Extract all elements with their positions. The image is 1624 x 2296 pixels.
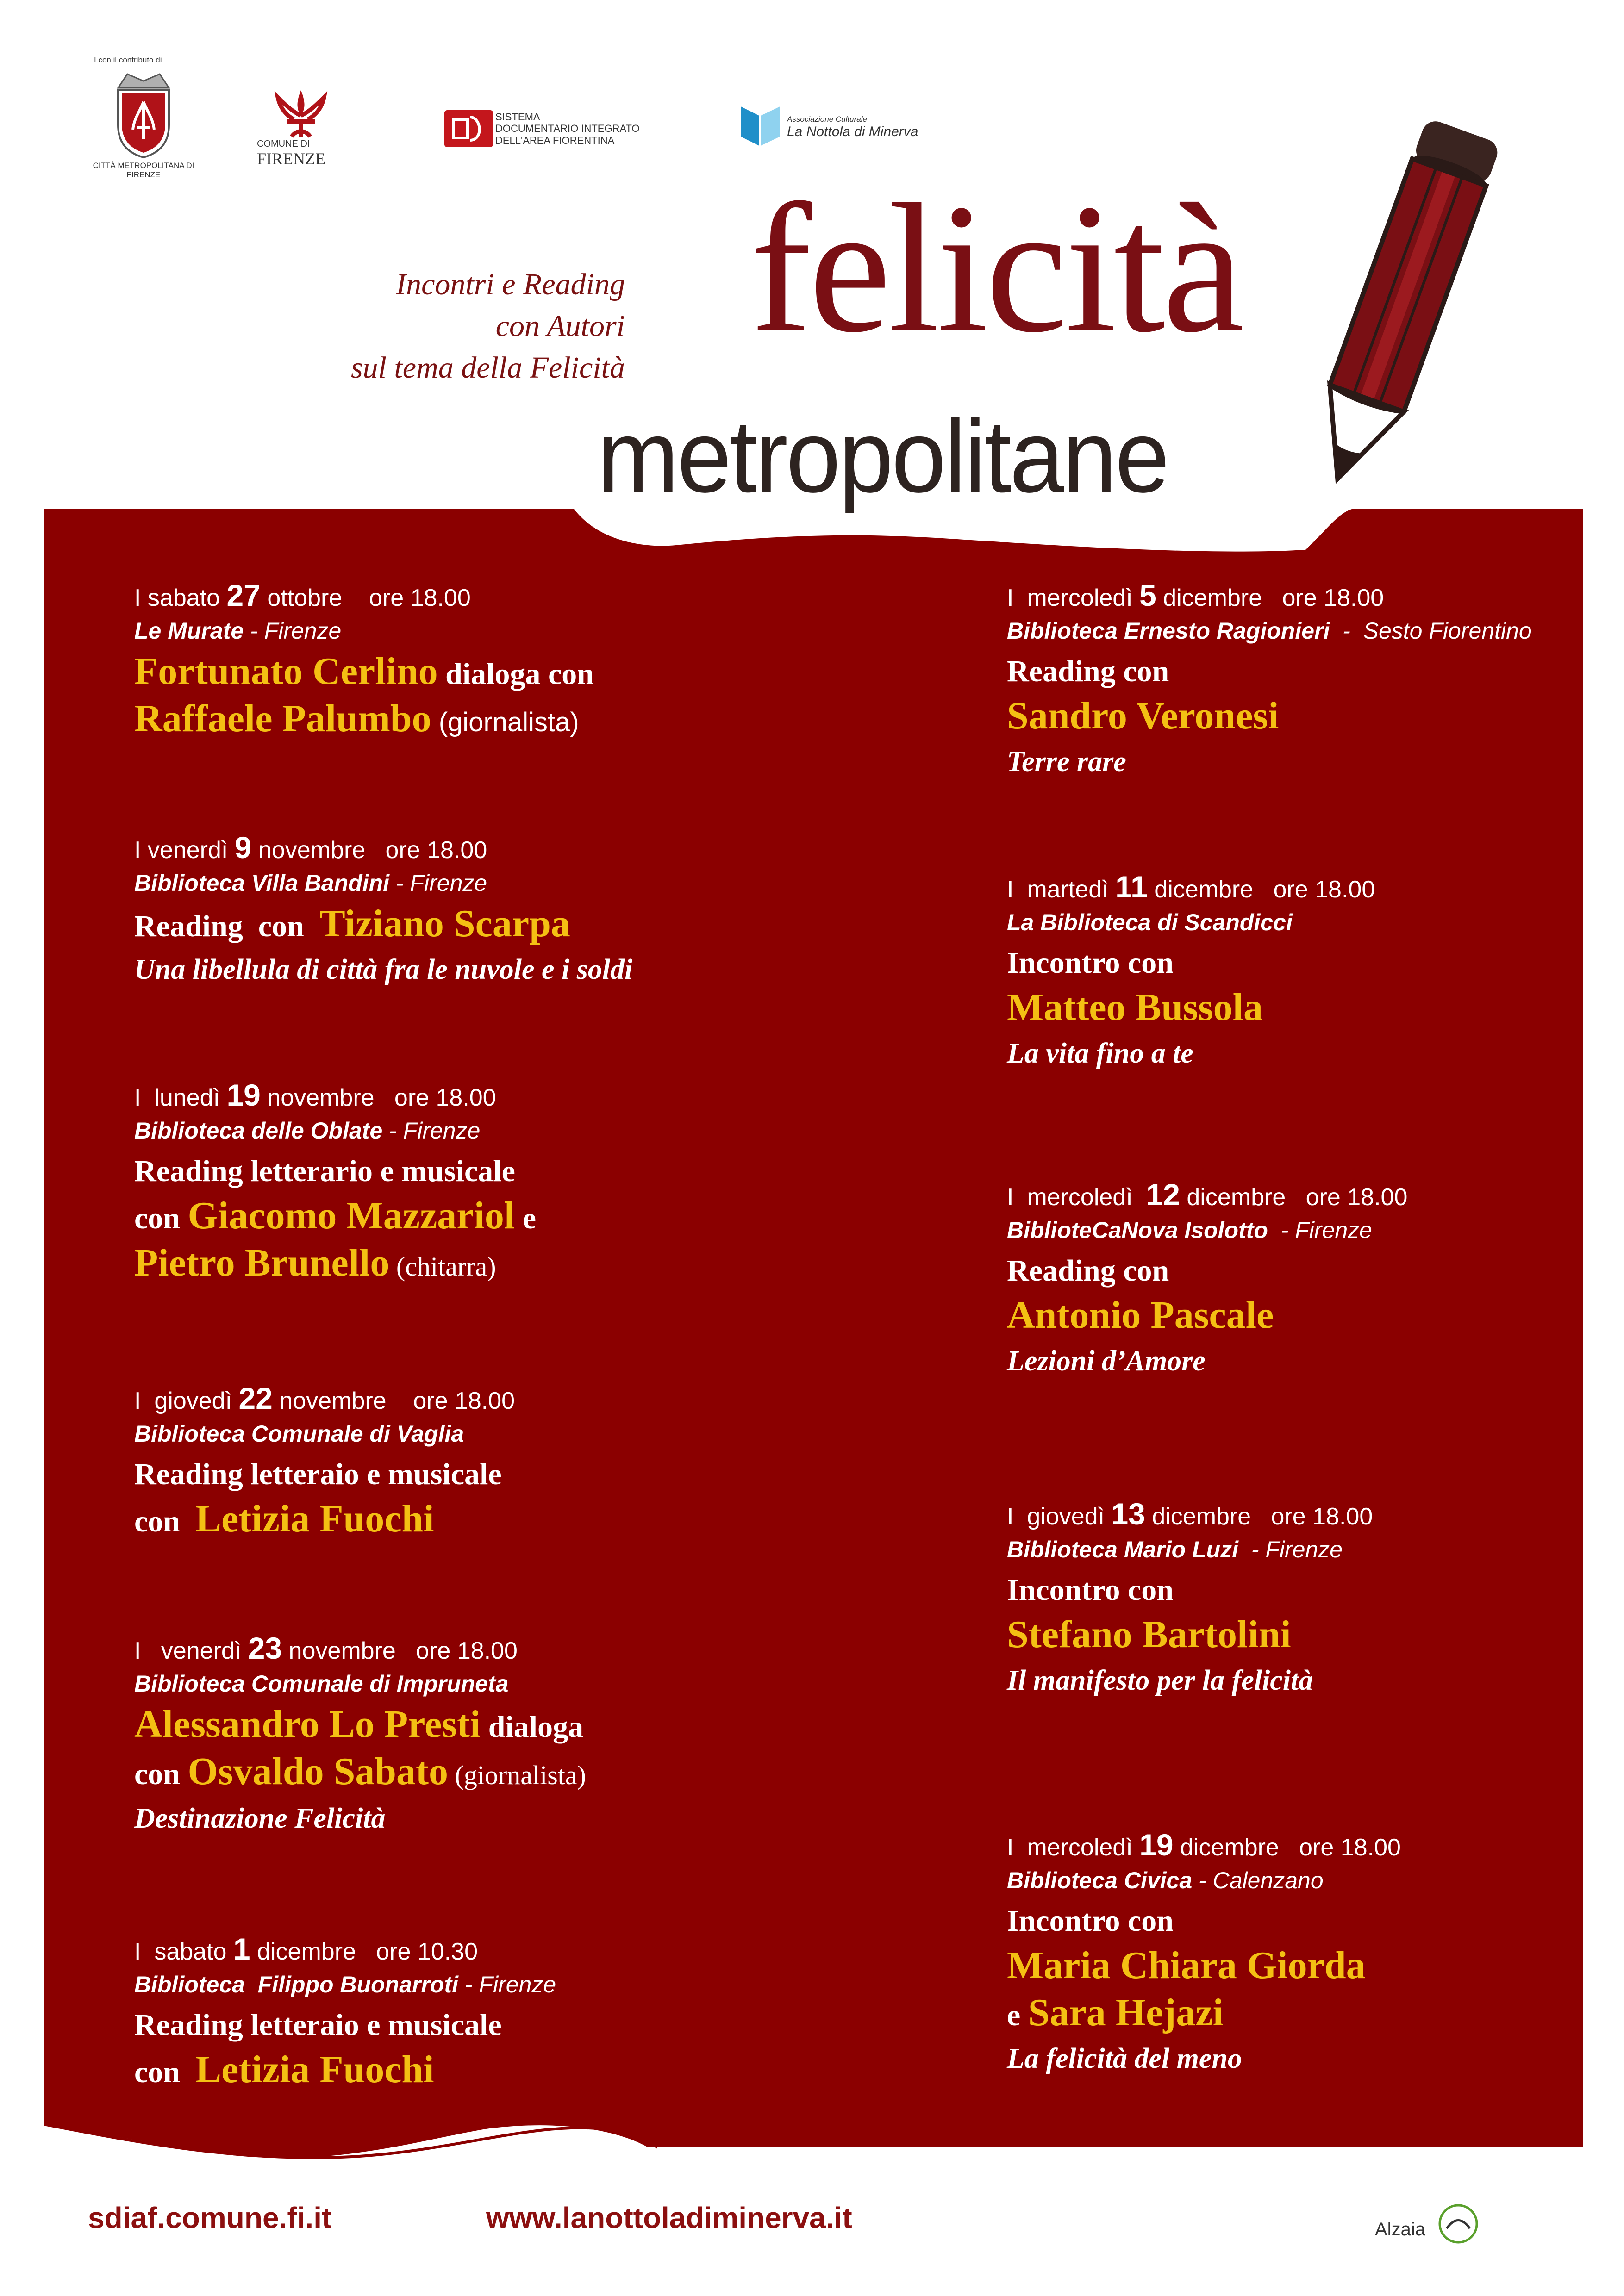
event-date-pre: I venerdì <box>134 1637 248 1664</box>
event-date-pre: I mercoledì <box>1007 1834 1140 1861</box>
event-text: Reading letteraio e musicale <box>134 2008 502 2042</box>
author-name: Sara Hejazi <box>1028 1991 1224 2034</box>
event-description-line <box>134 649 594 697</box>
event-date <box>1007 1830 1401 1862</box>
event-date-post: dicembre ore 18.00 <box>1156 585 1384 611</box>
event-date <box>1007 1497 1373 1531</box>
author-name: Fortunato Cerlino <box>134 650 438 693</box>
event-date-pre: I mercoledì <box>1007 585 1140 611</box>
title-main: felicità <box>750 166 1242 371</box>
event-right-5 <box>1007 1830 1401 2079</box>
event-venue-town: - Firenze <box>458 1972 556 1997</box>
event-description-line <box>1007 1249 1407 1293</box>
event-text: Reading con <box>1007 1254 1169 1288</box>
event-date <box>134 830 632 865</box>
event-date-pre: I venerdì <box>134 837 235 864</box>
event-text: (giornalista) <box>448 1760 586 1790</box>
event-venue-town: - Calenzano <box>1192 1867 1324 1893</box>
event-right-4 <box>1007 1497 1373 1701</box>
event-description-line <box>134 1241 536 1289</box>
event-description-line <box>1007 1899 1401 1943</box>
event-description-line <box>134 1452 515 1497</box>
author-name: Giacomo Mazzariol <box>187 1194 515 1237</box>
event-date-day: 19 <box>226 1078 261 1112</box>
author-name: Osvaldo Sabato <box>187 1750 448 1793</box>
event-date-pre: I lunedì <box>134 1084 227 1111</box>
alzaia-logo-icon <box>1437 2203 1479 2245</box>
sdiaf-caption: SISTEMA DOCUMENTARIO INTEGRATO DELL'AREA FIORENTINA <box>495 111 640 146</box>
book-title: Destinazione Felicità <box>134 1803 386 1834</box>
event-date-day: 27 <box>226 578 261 612</box>
event-text: con <box>134 1201 188 1235</box>
event-description-line <box>1007 1991 1401 2038</box>
event-venue-name: Le Murate <box>134 618 244 644</box>
event-text: (chitarra) <box>389 1251 496 1282</box>
event-venue <box>1007 1212 1407 1249</box>
event-description-line <box>1007 1293 1407 1340</box>
event-text: Incontro con <box>1007 1904 1174 1938</box>
event-venue <box>134 865 632 902</box>
event-date-day: 9 <box>234 830 252 865</box>
event-date-pre: I giovedì <box>1007 1503 1112 1530</box>
event-venue <box>134 612 594 649</box>
event-text: Reading con <box>134 909 319 943</box>
event-date-post: novembre ore 18.00 <box>251 837 487 864</box>
event-left-3 <box>134 1078 537 1289</box>
author-name: Alessandro Lo Presti <box>134 1703 481 1746</box>
event-date-post: dicembre ore 10.30 <box>250 1938 478 1965</box>
event-description-line <box>134 1149 536 1194</box>
event-text: Reading letterario e musicale <box>134 1154 515 1188</box>
event-text: e <box>515 1201 537 1235</box>
event-venue-name: Biblioteca Ernesto Ragionieri <box>1007 618 1330 644</box>
event-venue-name: Biblioteca Comunale di Impruneta <box>134 1671 509 1697</box>
event-venue <box>1007 1862 1401 1899</box>
event-text: Reading con <box>1007 654 1169 688</box>
event-description-line <box>1007 1612 1373 1660</box>
event-text: con <box>134 1505 195 1538</box>
nottola-link[interactable]: www.lanottoladiminerva.it <box>486 2201 852 2234</box>
event-venue-name: La Biblioteca di Scandicci <box>1007 909 1293 935</box>
event-venue-town: - Firenze <box>382 1118 481 1144</box>
event-description-line <box>134 697 594 745</box>
event-text: (giornalista) <box>431 707 579 737</box>
event-venue <box>134 1112 536 1149</box>
event-date-day: 22 <box>238 1381 273 1415</box>
event-description-line <box>1007 941 1375 985</box>
event-text: con <box>134 1757 188 1791</box>
event-text: e <box>1007 1998 1028 2032</box>
event-venue-name: Biblioteca Comunale di Vaglia <box>134 1421 464 1447</box>
event-description-line <box>1007 985 1375 1033</box>
event-description-line <box>134 2003 556 2047</box>
book-title: Una libellula di città fra le nuvole e i soldi <box>134 954 633 985</box>
event-description-line <box>1007 694 1532 741</box>
event-text: dialoga con <box>437 657 594 691</box>
event-text: con <box>134 2055 195 2089</box>
event-date <box>134 1078 536 1112</box>
event-date-day: 1 <box>233 1932 250 1966</box>
event-date-day: 5 <box>1139 578 1156 612</box>
event-date <box>134 1381 515 1415</box>
event-left-1 <box>134 578 594 745</box>
sdiaf-link[interactable]: sdiaf.comune.fi.it <box>88 2201 332 2234</box>
event-date-post: novembre ore 18.00 <box>272 1388 515 1414</box>
author-name: Matteo Bussola <box>1007 986 1263 1029</box>
event-venue-town: - Sesto Fiorentino <box>1330 618 1532 644</box>
event-venue-name: Biblioteca Filippo Buonarroti <box>134 1972 458 1997</box>
author-name: Raffaele Palumbo <box>134 697 431 740</box>
event-left-2 <box>134 830 633 990</box>
event-venue-town: - Firenze <box>1268 1217 1372 1243</box>
event-venue-name: Biblioteca delle Oblate <box>134 1118 383 1144</box>
book-title: Terre rare <box>1007 746 1126 778</box>
event-right-3 <box>1007 1177 1408 1382</box>
event-date-day: 13 <box>1111 1497 1145 1531</box>
event-date-pre: I sabato <box>134 585 227 611</box>
author-name: Antonio Pascale <box>1007 1294 1274 1337</box>
book-title: La felicità del meno <box>1007 2043 1242 2074</box>
event-date <box>134 1932 556 1966</box>
nottola-minerva-caption: Associazione Culturale La Nottola di Minerva <box>787 115 918 139</box>
event-description-line <box>1007 649 1532 694</box>
event-description-line <box>1007 1568 1373 1612</box>
event-date-post: novembre ore 18.00 <box>282 1637 518 1664</box>
event-date <box>134 578 594 612</box>
author-name: Sandro Veronesi <box>1007 694 1279 737</box>
citta-metropolitana-caption: CITTÀ METROPOLITANA DI FIRENZE <box>93 161 194 179</box>
event-description-line <box>134 902 632 949</box>
event-description-line <box>1007 1943 1401 1991</box>
event-venue-town: - Firenze <box>389 870 487 896</box>
event-venue <box>1007 904 1375 941</box>
event-left-6 <box>134 1932 556 2095</box>
event-date <box>1007 872 1375 904</box>
event-venue-name: Biblioteca Civica <box>1007 1867 1193 1893</box>
event-date-post: dicembre ore 18.00 <box>1145 1503 1373 1530</box>
event-date <box>1007 578 1532 612</box>
event-date-post: dicembre ore 18.00 <box>1180 1184 1408 1211</box>
event-description-line <box>134 1194 536 1241</box>
title-sub: metropolitane <box>597 398 1168 514</box>
book-title: Lezioni d’Amore <box>1007 1345 1206 1377</box>
event-text: Incontro con <box>1007 1573 1174 1607</box>
author-name: Pietro Brunello <box>134 1241 390 1284</box>
pencil-icon <box>1287 104 1505 507</box>
event-date-post: dicembre ore 18.00 <box>1147 876 1375 903</box>
event-date-day: 12 <box>1146 1177 1180 1212</box>
event-date-day: 11 <box>1115 870 1148 904</box>
event-venue-name: Biblioteca Mario Luzi <box>1007 1537 1239 1562</box>
author-name: Maria Chiara Giorda <box>1007 1944 1366 1987</box>
author-name: Letizia Fuochi <box>195 1497 434 1540</box>
event-date-pre: I sabato <box>134 1938 233 1965</box>
event-text: Reading letteraio e musicale <box>134 1457 502 1491</box>
event-date <box>134 1631 586 1665</box>
event-date-post: ottobre ore 18.00 <box>260 585 471 611</box>
event-venue-town: - Firenze <box>244 618 342 644</box>
event-venue <box>134 1966 556 2003</box>
event-date-post: dicembre ore 18.00 <box>1173 1834 1401 1861</box>
event-venue-name: Biblioteca Villa Bandini <box>134 870 390 896</box>
event-right-2 <box>1007 872 1375 1074</box>
event-date-pre: I giovedì <box>134 1388 239 1414</box>
event-venue-name: BiblioteCaNova Isolotto <box>1007 1217 1268 1243</box>
event-description-line <box>134 1497 515 1544</box>
comune-firenze-caption: COMUNE DI FIRENZE <box>257 139 325 168</box>
event-text: dialoga <box>481 1710 584 1744</box>
event-left-5 <box>134 1631 586 1839</box>
event-right-1 <box>1007 578 1532 783</box>
alzaia-logo-label: Alzaia <box>1375 2219 1425 2240</box>
subtitle: Incontri e Reading con Autori sul tema della Felicità <box>350 268 625 385</box>
event-venue <box>134 1415 515 1452</box>
author-name: Tiziano Scarpa <box>319 902 570 945</box>
contributo-label: I con il contributo di <box>94 56 162 64</box>
event-date-day: 23 <box>248 1631 282 1665</box>
event-venue <box>1007 612 1532 649</box>
event-description-line <box>134 1702 586 1749</box>
event-venue-town: - Firenze <box>1238 1537 1343 1562</box>
event-venue <box>1007 1531 1373 1568</box>
event-date-pre: I mercoledì <box>1007 1184 1146 1211</box>
book-title: Il manifesto per la felicità <box>1007 1665 1313 1696</box>
event-description-line <box>134 1749 586 1798</box>
event-date-day: 19 <box>1139 1828 1174 1862</box>
author-name: Letizia Fuochi <box>195 2048 434 2091</box>
book-title: La vita fino a te <box>1007 1038 1193 1069</box>
event-left-4 <box>134 1381 515 1544</box>
event-date-post: novembre ore 18.00 <box>260 1084 496 1111</box>
event-date-pre: I martedì <box>1007 876 1116 903</box>
event-description-line <box>134 2047 556 2095</box>
event-venue <box>134 1665 586 1702</box>
event-text: Incontro con <box>1007 946 1174 980</box>
author-name: Stefano Bartolini <box>1007 1613 1291 1656</box>
event-date <box>1007 1177 1408 1212</box>
